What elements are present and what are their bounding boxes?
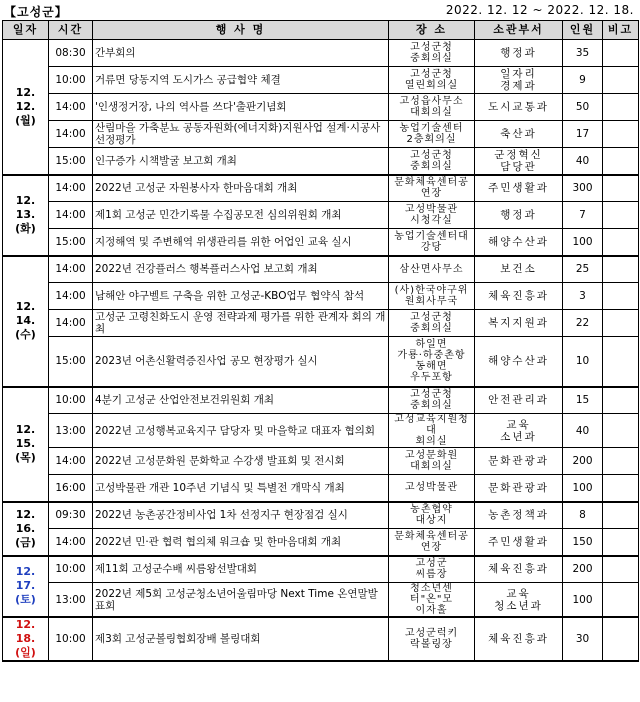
note-cell: [603, 387, 639, 414]
time-cell: 14:00: [49, 175, 93, 202]
note-cell: [603, 502, 639, 529]
time-cell: 14:00: [49, 202, 93, 229]
note-cell: [603, 94, 639, 121]
note-cell: [603, 175, 639, 202]
venue-cell: 농촌협약 대상지: [389, 502, 475, 529]
note-cell: [603, 148, 639, 175]
people-cell: 25: [563, 256, 603, 283]
dept-cell: 해양수산과: [475, 229, 563, 256]
note-cell: [603, 617, 639, 661]
time-cell: 14:00: [49, 94, 93, 121]
event-cell: 2022년 건강플러스 행복플러스사업 보고회 개최: [93, 256, 389, 283]
day-cell: 12. 16. (금): [3, 502, 49, 556]
note-cell: [603, 40, 639, 67]
time-cell: 14:00: [49, 283, 93, 310]
table-row: [3, 229, 639, 256]
people-cell: 7: [563, 202, 603, 229]
time-cell: 14:00: [49, 448, 93, 475]
venue-cell: 고성군럭키 락볼링장: [389, 617, 475, 661]
col-dept: 소관부서: [475, 21, 563, 40]
event-cell: 4분기 고성군 산업안전보건위원회 개최: [93, 387, 389, 414]
note-cell: [603, 202, 639, 229]
people-cell: 3: [563, 283, 603, 310]
dept-cell: 체육진흥과: [475, 556, 563, 583]
time-cell: 14:00: [49, 310, 93, 337]
table-row: [3, 283, 639, 310]
table-row: [3, 529, 639, 556]
dept-cell: 안전관리과: [475, 387, 563, 414]
col-time: 시간: [49, 21, 93, 40]
date-range: 2022. 12. 12 ~ 2022. 12. 18.: [445, 3, 634, 17]
people-cell: 15: [563, 387, 603, 414]
venue-cell: (사)한국야구위 원회사무국: [389, 283, 475, 310]
dept-cell: 문화관광과: [475, 448, 563, 475]
event-cell: 산림마을 가축분뇨 공동자원화(에너지화)지원사업 설계·시공사 선정평가: [93, 121, 389, 148]
venue-cell: 고성군 씨름장: [389, 556, 475, 583]
time-cell: 16:00: [49, 475, 93, 502]
venue-cell: 농업기술센터대 강당: [389, 229, 475, 256]
day-cell: 12. 17. (토): [3, 556, 49, 618]
event-cell: 남해안 야구벨트 구축을 위한 고성군-KBO업무 협약식 참석: [93, 283, 389, 310]
dept-cell: 일자리 경제과: [475, 67, 563, 94]
table-row: [3, 583, 639, 618]
venue-cell: 고성군청 중회의실: [389, 387, 475, 414]
time-cell: 09:30: [49, 502, 93, 529]
note-cell: [603, 256, 639, 283]
table-row: [3, 475, 639, 502]
dept-cell: 주민생활과: [475, 175, 563, 202]
venue-cell: 고성읍사무소 대회의실: [389, 94, 475, 121]
note-cell: [603, 583, 639, 618]
col-people: 인원: [563, 21, 603, 40]
venue-cell: 고성박물관: [389, 475, 475, 502]
note-cell: [603, 448, 639, 475]
note-cell: [603, 121, 639, 148]
table-row: [3, 256, 639, 283]
table-row: [3, 67, 639, 94]
event-cell: 2022년 농촌공간정비사업 1차 선정지구 현장점검 실시: [93, 502, 389, 529]
schedule-table: [2, 20, 639, 662]
time-cell: 14:00: [49, 256, 93, 283]
table-row: [3, 337, 639, 387]
col-note: 비고: [603, 21, 639, 40]
time-cell: 14:00: [49, 529, 93, 556]
event-cell: '인생정거장, 나의 역사를 쓰다'출판기념회: [93, 94, 389, 121]
dept-cell: 농촌정책과: [475, 502, 563, 529]
col-day: 일자: [3, 21, 49, 40]
table-row: [3, 202, 639, 229]
event-cell: 지정해역 및 주변해역 위생관리를 위한 어업인 교육 실시: [93, 229, 389, 256]
dept-cell: 교육 청소년과: [475, 583, 563, 618]
note-cell: [603, 414, 639, 448]
people-cell: 300: [563, 175, 603, 202]
event-cell: 2022년 고성행복교육지구 담당자 및 마을학교 대표자 협의회: [93, 414, 389, 448]
people-cell: 30: [563, 617, 603, 661]
time-cell: 13:00: [49, 414, 93, 448]
event-cell: 2022년 고성군 자원봉사자 한마음대회 개최: [93, 175, 389, 202]
venue-cell: 문화체육센터공 연장: [389, 529, 475, 556]
people-cell: 9: [563, 67, 603, 94]
event-cell: 제1회 고성군 민간기록물 수집공모전 심의위원회 개최: [93, 202, 389, 229]
table-row: [3, 414, 639, 448]
dept-cell: 보건소: [475, 256, 563, 283]
venue-cell: 고성교육지원청대 회의실: [389, 414, 475, 448]
event-cell: 고성군 고령친화도시 운영 전략과제 평가를 위한 관계자 회의 개최: [93, 310, 389, 337]
table-row: [3, 387, 639, 414]
region-title: 【고성군】: [4, 5, 68, 19]
day-cell: 12. 12. (월): [3, 40, 49, 175]
time-cell: 14:00: [49, 121, 93, 148]
note-cell: [603, 529, 639, 556]
dept-cell: 문화관광과: [475, 475, 563, 502]
people-cell: 200: [563, 448, 603, 475]
table-row: [3, 40, 639, 67]
note-cell: [603, 283, 639, 310]
note-cell: [603, 556, 639, 583]
table-row: [3, 94, 639, 121]
event-cell: 2022년 민·관 협력 협의체 워크숍 및 한마음대회 개최: [93, 529, 389, 556]
people-cell: 22: [563, 310, 603, 337]
table-row: [3, 502, 639, 529]
col-venue: 장 소: [389, 21, 475, 40]
venue-cell: 청소년센터"온"모 이자홀: [389, 583, 475, 618]
event-cell: 간부회의: [93, 40, 389, 67]
venue-cell: 농업기술센터 2층회의실: [389, 121, 475, 148]
event-cell: 고성박물관 개관 10주년 기념식 및 특별전 개막식 개최: [93, 475, 389, 502]
page-header: [0, 0, 640, 20]
event-cell: 제3회 고성군볼링협회장배 볼링대회: [93, 617, 389, 661]
people-cell: 10: [563, 337, 603, 387]
time-cell: 10:00: [49, 556, 93, 583]
event-cell: 제11회 고성군수배 씨름왕선발대회: [93, 556, 389, 583]
venue-cell: 고성문화원 대회의실: [389, 448, 475, 475]
event-cell: 2023년 어촌신활력증진사업 공모 현장평가 실시: [93, 337, 389, 387]
time-cell: 10:00: [49, 617, 93, 661]
note-cell: [603, 229, 639, 256]
event-cell: 인구증가 시책발굴 보고회 개최: [93, 148, 389, 175]
table-row: [3, 448, 639, 475]
time-cell: 15:00: [49, 229, 93, 256]
day-cell: 12. 18. (일): [3, 617, 49, 661]
time-cell: 10:00: [49, 67, 93, 94]
venue-cell: 고성박물관 시청각실: [389, 202, 475, 229]
note-cell: [603, 310, 639, 337]
people-cell: 40: [563, 414, 603, 448]
dept-cell: 축산과: [475, 121, 563, 148]
people-cell: 17: [563, 121, 603, 148]
time-cell: 15:00: [49, 148, 93, 175]
time-cell: 10:00: [49, 387, 93, 414]
dept-cell: 복지지원과: [475, 310, 563, 337]
people-cell: 100: [563, 475, 603, 502]
day-cell: 12. 15. (목): [3, 387, 49, 502]
day-cell: 12. 13. (화): [3, 175, 49, 256]
table-row: [3, 148, 639, 175]
table-row: [3, 556, 639, 583]
dept-cell: 교육 소년과: [475, 414, 563, 448]
dept-cell: 주민생활과: [475, 529, 563, 556]
people-cell: 40: [563, 148, 603, 175]
event-cell: 2022년 제5회 고성군청소년어울림마당 Next Time 온연말발표회: [93, 583, 389, 618]
people-cell: 35: [563, 40, 603, 67]
venue-cell: 고성군청 중회의실: [389, 148, 475, 175]
venue-cell: 문화체육센터공 연장: [389, 175, 475, 202]
col-event: 행 사 명: [93, 21, 389, 40]
people-cell: 50: [563, 94, 603, 121]
dept-cell: 행정과: [475, 202, 563, 229]
time-cell: 13:00: [49, 583, 93, 618]
dept-cell: 체육진흥과: [475, 617, 563, 661]
people-cell: 150: [563, 529, 603, 556]
venue-cell: 고성군청 중회의실: [389, 310, 475, 337]
table-header-row: [3, 21, 639, 40]
table-row: [3, 617, 639, 661]
people-cell: 8: [563, 502, 603, 529]
table-row: [3, 175, 639, 202]
venue-cell: 고성군청 열린회의실: [389, 67, 475, 94]
venue-cell: 고성군청 중회의실: [389, 40, 475, 67]
venue-cell: 하일면 가룡·하중촌항 동해면 우두포항: [389, 337, 475, 387]
dept-cell: 체육진흥과: [475, 283, 563, 310]
event-cell: 거류면 당동지역 도시가스 공급협약 체결: [93, 67, 389, 94]
people-cell: 200: [563, 556, 603, 583]
dept-cell: 군정혁신 담당관: [475, 148, 563, 175]
event-cell: 2022년 고성문화원 문화학교 수강생 발표회 및 전시회: [93, 448, 389, 475]
dept-cell: 도시교통과: [475, 94, 563, 121]
schedule-body: [3, 40, 639, 662]
venue-cell: 삼산면사무소: [389, 256, 475, 283]
time-cell: 15:00: [49, 337, 93, 387]
table-row: [3, 310, 639, 337]
time-cell: 08:30: [49, 40, 93, 67]
day-cell: 12. 14. (수): [3, 256, 49, 387]
note-cell: [603, 337, 639, 387]
table-row: [3, 121, 639, 148]
note-cell: [603, 475, 639, 502]
people-cell: 100: [563, 229, 603, 256]
people-cell: 100: [563, 583, 603, 618]
dept-cell: 해양수산과: [475, 337, 563, 387]
dept-cell: 행정과: [475, 40, 563, 67]
note-cell: [603, 67, 639, 94]
